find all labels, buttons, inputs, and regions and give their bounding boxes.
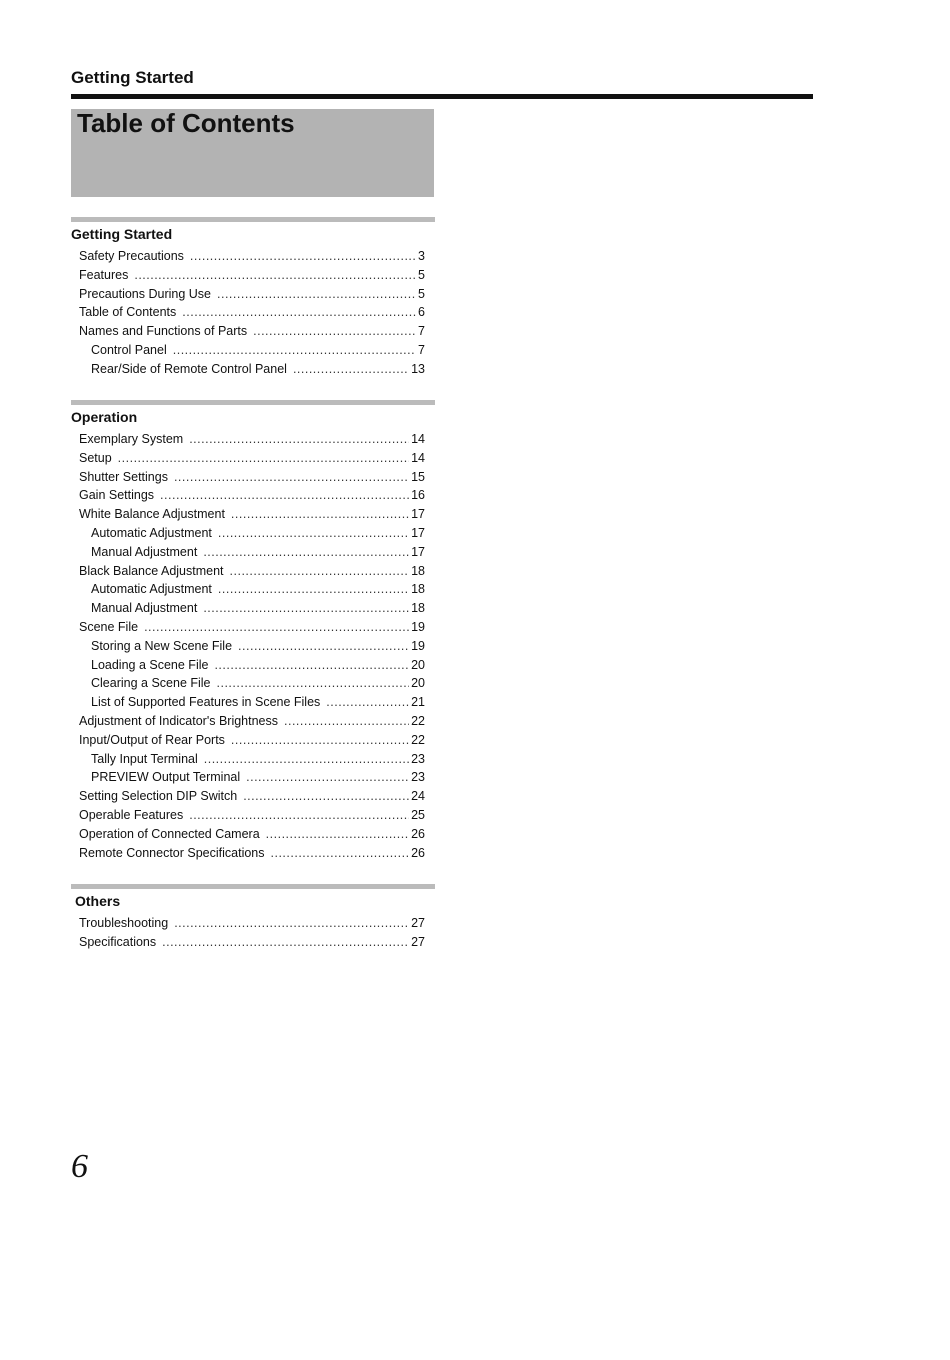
toc-entry-label: List of Supported Features in Scene Files: [91, 695, 321, 710]
toc-entry-page: 6: [418, 305, 425, 320]
toc-entry[interactable]: [71, 266, 435, 285]
toc-entry-page: 15: [411, 469, 425, 484]
toc-entry-label: Automatic Adjustment: [91, 582, 212, 597]
toc-entry[interactable]: [71, 360, 435, 379]
toc-entry-page: 13: [411, 361, 425, 376]
toc-entry[interactable]: [71, 285, 435, 304]
toc-leader-dots: [173, 341, 416, 359]
toc-entry-page: 23: [411, 770, 425, 785]
toc-entry[interactable]: [71, 656, 435, 675]
toc-entry-label: Black Balance Adjustment: [79, 563, 224, 578]
toc-entry-page: 18: [411, 601, 425, 616]
toc-entry-page: 23: [411, 751, 425, 766]
toc-entry-label: Adjustment of Indicator's Brightness: [79, 713, 279, 728]
toc-leader-dots: [190, 247, 416, 265]
toc-entry-page: 21: [411, 695, 425, 710]
toc-entry-page: 14: [411, 450, 425, 465]
toc-leader-dots: [174, 914, 409, 932]
toc-entry[interactable]: [71, 844, 435, 863]
toc-entry-label: Clearing a Scene File: [91, 676, 211, 691]
toc-leader-dots: [218, 580, 409, 598]
toc-leader-dots: [253, 322, 416, 340]
toc-leader-dots: [246, 768, 409, 786]
toc-leader-dots: [174, 468, 409, 486]
toc-leader-dots: [203, 543, 409, 561]
toc-entry-label: Remote Connector Specifications: [79, 845, 265, 860]
toc-entry-page: 26: [411, 845, 425, 860]
toc-entry-page: 17: [411, 544, 425, 559]
toc-leader-dots: [231, 731, 409, 749]
toc-entry-label: Precautions During Use: [79, 286, 212, 301]
toc-entry-label: Tally Input Terminal: [91, 751, 198, 766]
toc-entry-label: Exemplary System: [79, 432, 184, 446]
toc-entry-page: 27: [411, 934, 425, 949]
section-divider: [71, 884, 435, 889]
toc-leader-dots: [189, 806, 409, 824]
toc-leader-dots: [134, 266, 416, 284]
toc-entry-page: 16: [411, 488, 425, 503]
toc-entry[interactable]: [71, 674, 435, 693]
toc-entry[interactable]: [71, 787, 435, 806]
toc-entry-page: 5: [418, 286, 425, 301]
toc-entry-page: 7: [418, 324, 425, 339]
toc-entry[interactable]: [71, 768, 435, 787]
toc-entry-page: 20: [411, 676, 425, 691]
toc-entry-label: Shutter Settings: [79, 469, 168, 484]
toc-entry-page: 20: [411, 657, 425, 672]
toc-entry-page: 26: [411, 826, 425, 841]
toc-entry[interactable]: [71, 524, 435, 543]
toc-entry-label: Operation of Connected Camera: [79, 826, 260, 841]
toc-entry-page: 18: [411, 563, 425, 578]
toc-entry-page: 17: [411, 525, 425, 540]
toc-leader-dots: [230, 562, 410, 580]
toc-entry[interactable]: [71, 693, 435, 712]
toc-entry-page: 18: [411, 582, 425, 597]
toc-entry[interactable]: [71, 712, 435, 731]
toc-entry-page: 17: [411, 507, 425, 522]
toc-list: [71, 430, 435, 862]
toc-leader-dots: [243, 787, 409, 805]
toc-entry[interactable]: [71, 341, 435, 360]
toc-entry[interactable]: [71, 914, 435, 933]
toc-entry-page: 27: [411, 916, 425, 930]
toc-entry-page: 19: [411, 619, 425, 634]
toc-entry[interactable]: [71, 562, 435, 581]
header-rule: [71, 94, 813, 99]
page-title: Table of Contents: [77, 108, 295, 138]
toc-entry[interactable]: [71, 731, 435, 750]
toc-entry-label: Loading a Scene File: [91, 657, 209, 672]
toc-leader-dots: [326, 693, 409, 711]
toc-entry[interactable]: [71, 486, 435, 505]
toc-entry[interactable]: [71, 750, 435, 769]
toc-entry-label: Table of Contents: [79, 305, 177, 320]
toc-entry[interactable]: [71, 322, 435, 341]
toc-entry[interactable]: [71, 637, 435, 656]
toc-leader-dots: [214, 656, 409, 674]
running-header: Getting Started: [71, 68, 194, 87]
toc-entry[interactable]: [71, 468, 435, 487]
toc-list: [71, 247, 435, 379]
toc-leader-dots: [271, 844, 410, 862]
toc-entry[interactable]: [71, 543, 435, 562]
toc-entry-label: Scene File: [79, 619, 139, 634]
toc-entry[interactable]: [71, 247, 435, 266]
toc-leader-dots: [162, 933, 409, 951]
toc-entry-label: Operable Features: [79, 807, 184, 822]
toc-entry-label: Gain Settings: [79, 488, 155, 503]
toc-entry[interactable]: [71, 618, 435, 637]
toc-leader-dots: [144, 618, 409, 636]
toc-entry-label: Rear/Side of Remote Control Panel: [91, 361, 287, 376]
toc-entry-page: 7: [418, 342, 425, 357]
toc-leader-dots: [284, 712, 409, 730]
toc-leader-dots: [293, 360, 409, 378]
toc-leader-dots: [182, 303, 416, 321]
toc-entry-page: 22: [411, 713, 425, 728]
toc-entry-page: 19: [411, 638, 425, 653]
toc-entry[interactable]: [71, 303, 435, 322]
toc-entry[interactable]: [71, 599, 435, 618]
section-divider: [71, 400, 435, 405]
toc-entry-label: Input/Output of Rear Ports: [79, 732, 225, 747]
toc-entry[interactable]: [71, 825, 435, 844]
toc-entry[interactable]: [71, 449, 435, 468]
toc-entry-label: Setting Selection DIP Switch: [79, 789, 238, 804]
toc-leader-dots: [189, 430, 409, 448]
toc-list: [71, 914, 435, 952]
section-title: Operation: [71, 409, 138, 425]
toc-entry-label: Features: [79, 267, 129, 282]
toc-entry-page: 22: [411, 732, 425, 747]
toc-entry-label: Automatic Adjustment: [91, 525, 212, 540]
toc-leader-dots: [118, 449, 409, 467]
toc-section-operation: [71, 400, 435, 862]
toc-leader-dots: [217, 674, 410, 692]
toc-entry-page: 3: [418, 249, 425, 263]
title-box: [71, 109, 434, 197]
toc-entry-label: Names and Functions of Parts: [79, 324, 248, 339]
toc-entry-label: Setup: [79, 450, 112, 465]
toc-leader-dots: [204, 750, 409, 768]
section-title: Others: [75, 893, 121, 909]
section-divider: [71, 217, 435, 222]
toc-leader-dots: [231, 505, 409, 523]
toc-section-others: [71, 884, 435, 952]
toc-entry-page: 25: [411, 807, 425, 822]
toc-entry-label: Manual Adjustment: [91, 544, 198, 559]
page-number: 6: [71, 1148, 88, 1185]
toc-entry-label: PREVIEW Output Terminal: [91, 770, 241, 785]
toc-leader-dots: [238, 637, 409, 655]
toc-entry[interactable]: [71, 430, 435, 449]
toc-entry[interactable]: [71, 580, 435, 599]
toc-entry-label: Specifications: [79, 934, 157, 949]
toc-entry[interactable]: [71, 933, 435, 952]
toc-entry[interactable]: [71, 806, 435, 825]
section-title: Getting Started: [71, 226, 173, 242]
toc-entry-page: 5: [418, 267, 425, 282]
toc-entry[interactable]: [71, 505, 435, 524]
toc-entry-label: Troubleshooting: [79, 916, 169, 930]
toc-entry-label: Safety Precautions: [79, 249, 184, 263]
toc-entry-page: 14: [411, 432, 425, 446]
toc-entry-label: White Balance Adjustment: [79, 507, 225, 522]
toc-leader-dots: [203, 599, 409, 617]
toc-entry-label: Control Panel: [91, 342, 167, 357]
toc-entry-label: Manual Adjustment: [91, 601, 198, 616]
toc-leader-dots: [217, 285, 416, 303]
toc-leader-dots: [266, 825, 409, 843]
toc-leader-dots: [160, 486, 409, 504]
toc-section-getting-started: [71, 217, 435, 379]
toc-entry-label: Storing a New Scene File: [91, 638, 233, 653]
toc-leader-dots: [218, 524, 409, 542]
toc-entry-page: 24: [411, 789, 425, 804]
